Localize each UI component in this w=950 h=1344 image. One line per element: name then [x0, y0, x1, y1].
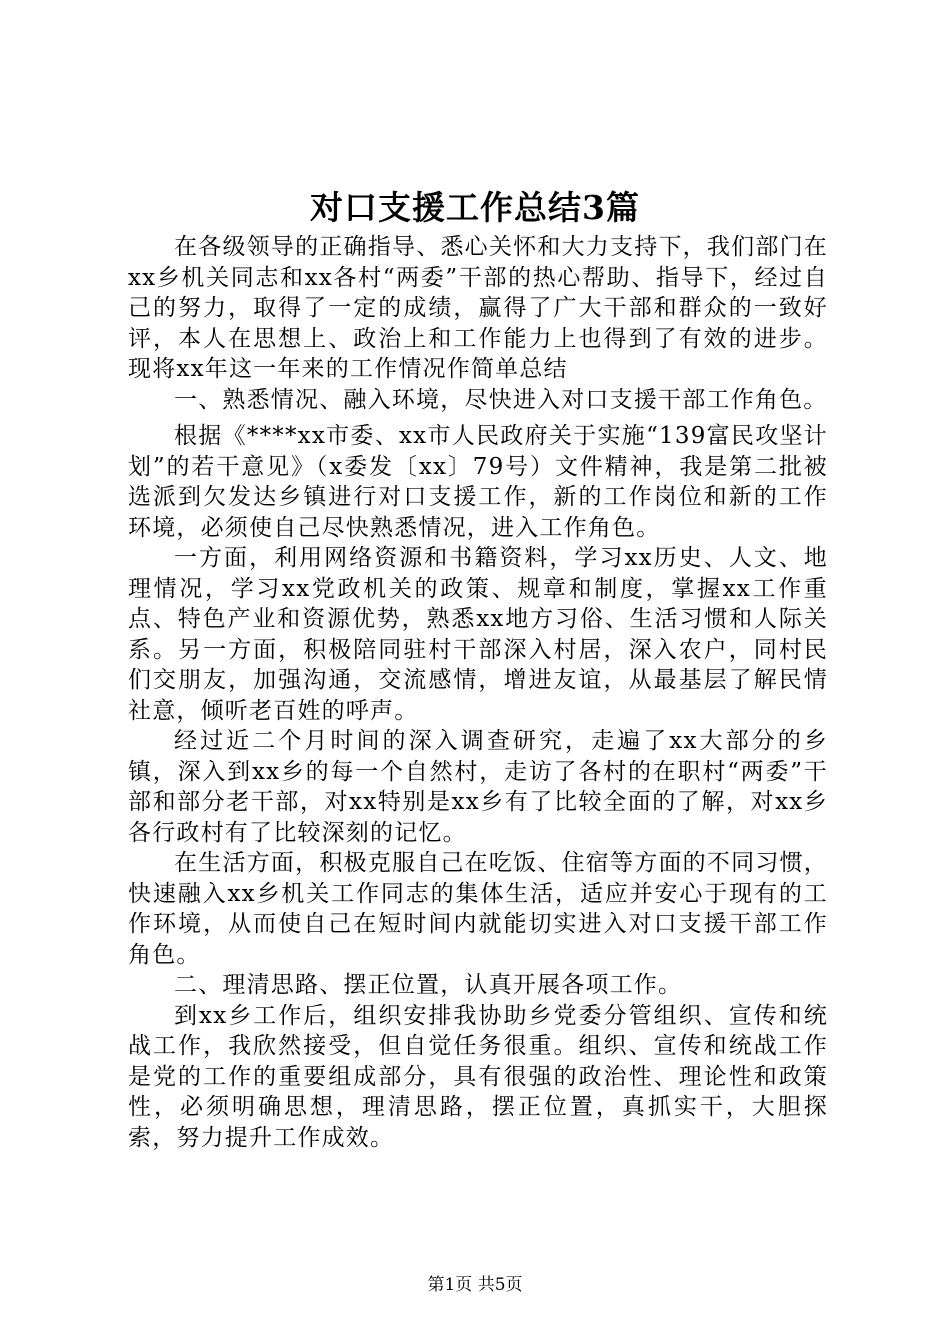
paragraph-life: 在生活方面，积极克服自己在吃饭、住宿等方面的不同习惯，快速融入xx乡机关工作同志的集体生活，适应并安心于现有的工作环境，从而使自己在短时间内就能切实进入对口支援干部工作角色。 [128, 850, 828, 968]
document-body [128, 232, 828, 1153]
section-heading-1: 一、熟悉情况、融入环境，尽快进入对口支援干部工作角色。 [174, 386, 828, 413]
paragraph-intro: 在各级领导的正确指导、悉心关怀和大力支持下，我们部门在xx乡机关同志和xx各村“两委”干部的热心帮助、指导下，经过自己的努力，取得了一定的成绩，赢得了广大干部和群众的一致好评，本人在思想上、政治上和工作能力上也得到了有效的进步。现将xx年这一年来的工作情况作简单总结 [128, 234, 828, 382]
section-heading-2: 二、理清思路、摆正位置，认真开展各项工作。 [174, 972, 683, 998]
paragraph-work: 到xx乡工作后，组织安排我协助乡党委分管组织、宣传和统战工作，我欣然接受，但自觉任务很重。组织、宣传和统战工作是党的工作的重要组成部分，具有很强的政治性、理论性和政策性，必须明确思想，理清思路，摆正位置，真抓实干，大胆探索，努力提升工作成效。 [128, 1002, 828, 1151]
page-indicator: 第1页 共5页 [427, 1275, 523, 1295]
paragraph-research: 经过近二个月时间的深入调查研究，走遍了xx大部分的乡镇，深入到xx乡的每一个自然村，走访了各村的在职村“两委”干部和部分老干部，对xx特别是xx乡有了比较全面的了解，对xx乡各行政村有了比较深刻的记忆。 [128, 728, 828, 846]
document-title: 对口支援工作总结3篇 [310, 188, 640, 227]
paragraph-learning: 一方面，利用网络资源和书籍资料，学习xx历史、人文、地理情况，学习xx党政机关的政策、规章和制度，掌握xx工作重点、特色产业和资源优势，熟悉xx地方习俗、生活习惯和人际关系。另一方面，积极陪同驻村干部深入村居，深入农户，同村民们交朋友，加强沟通，交流感情，增进友谊，从最基层了解民情社意，倾听老百姓的呼声。 [128, 545, 828, 724]
paragraph-basis: 根据《****xx市委、xx市人民政府关于实施“139富民攻坚计划”的若干意见》（x委发〔xx〕79号）文件精神，我是第二批被选派到欠发达乡镇进行对口支援工作，新的工作岗位和新的工作环境，必须使自己尽快熟悉情况，进入工作角色。 [128, 423, 828, 541]
